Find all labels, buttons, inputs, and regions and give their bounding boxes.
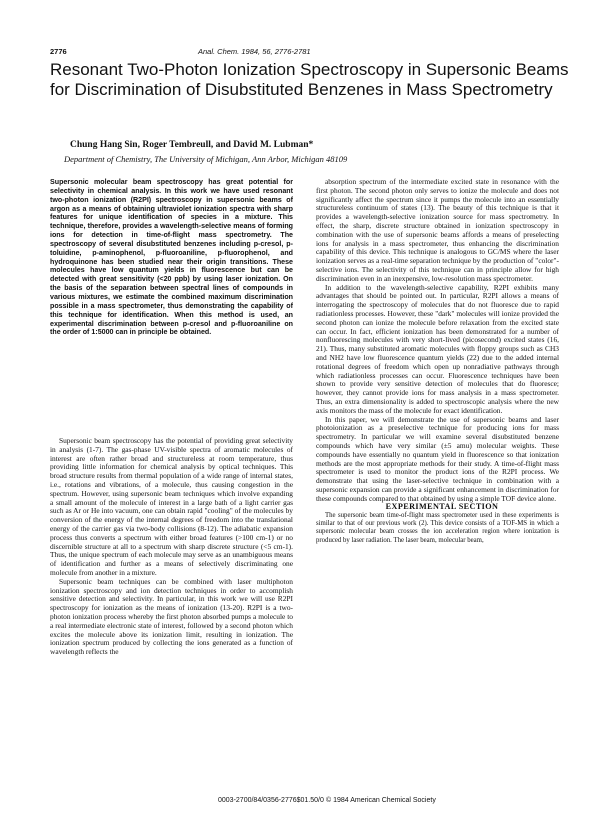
paragraph: absorption spectrum of the intermediate excited state in resonance with the first photon. The second photon only serves to ionize the molecule and does not significantly affect the spectrum since it pumps the molecule into an essentially structureless continuum of states (13). The beauty of this technique is that it provides a wavelength-selective ionization source for mass spectrometry. In effect, the sharp, discrete structure obtained in ionization spectroscopy in combination with the use of supersonic beams affords a means of preselecting ions for analysis in a mass spectrometer, thus enhancing the discrimination capability of this device. This technique is analogous to GC/MS where the laser ionization serves as a real-time separation technique by the production of "color"-selective ions. The selectivity of this technique can in principle allow for high discrimination even in an inexpensive, low-resolution mass spectrometer. [316, 177, 559, 283]
article-code: 0003-2700/84/0356-2776$01.50/0 [218, 797, 324, 804]
affiliation: Department of Chemistry, The University of Michigan, Ann Arbor, Michigan 48109 [64, 154, 348, 164]
paragraph: In this paper, we will demonstrate the use of supersonic beams and laser photoionization as a preselective technique for producing ions for mass spectrometry. In particular we will examine several disubstituted benzene compounds which have very similar (±5 amu) molecular weights. These compounds have essentially no quantum yield in fluorescence so that ionization methods are the most appropriate methods for their study. A time-of-flight mass spectrometer is used to monitor the product ions of the R2PI process. We demonstrate that using the laser-selective technique in combination with a supersonic expansion can provide a significant enhancement in discrimination for these compounds compared to that obtained by using a simple TOF device alone. [316, 414, 559, 503]
paragraph: In addition to the wavelength-selective capability, R2PI exhibits many advantages that should be pointed out. In particular, R2PI allows a means of interrogating the spectroscopy of molecules that do not fluoresce due to rapid radiationless processes. However, these "dark" molecules will ionize provided the second photon can ionize the molecule before relaxation from the excited state can occur. In fact, efficient ionization has been demonstrated for a number of nonfluorescing molecules with very short-lived (picosecond) excited states (16, 21). Thus, many substituted aromatic molecules with floppy groups such as CH3 and NH2 have low fluorescence quantum yields (22) due to the added internal rotational degrees of freedom which open up nonradiative pathways through which radiationless processes can occur. Fluorescence techniques have been shown to provide very sensitive detection of molecules that do fluoresce; however, they cannot provide ions for mass analysis in a mass spectrometer. Thus, an extra dimensionality is added to spectroscopic analysis where the new axis monitors the mass of the molecule for exact identification. [316, 282, 559, 415]
journal-citation: Anal. Chem. 1984, 56, 2776-2781 [198, 47, 311, 56]
section-heading: EXPERIMENTAL SECTION [385, 502, 499, 512]
introduction-left-column [50, 437, 293, 657]
copyright: © 1984 American Chemical Society [326, 797, 436, 804]
authors: Chung Hang Sin, Roger Tembreull, and David M. Lubman* [70, 140, 314, 150]
experimental-text: The supersonic beam time-of-flight mass spectrometer used in these experiments is similar to that of our previous work (2). This device consists of a TOF-MS in which a supersonic molecular beam crosses the ion acceleration region where ionization is produced by laser radiation. The laser beam, molecular beam, [316, 512, 559, 544]
page-number: 2776 [50, 47, 67, 56]
paragraph: Supersonic beam techniques can be combined with laser multiphoton ionization spectroscopy and ion detection techniques in order to accomplish sensitive detection and selectivity. In particular, in this work we will use R2PI spectroscopy for ionization as the means of ionization (13-20). R2PI is a two-photon ionization process whereby the first photon absorbed pumps a molecule to a real intermediate electronic state of interest, followed by a second photon which excites the molecule above its ionization limit, resulting in ionization. The ionization spectrum produced by collecting the ions generated as a function of wavelength reflects the [50, 576, 293, 657]
abstract-text: Supersonic molecular beam spectroscopy has great potential for selectivity in chemical analysis. In this work we have used resonant two-photon ionization (R2PI) spectroscopy in supersonic beams of argon as a means of obtaining ultraviolet ionization spectra with sharp features for unique identification of species in a mixture. This technique, therefore, provides a wavelength-selective means of forming ions for detection in time-of-flight mass spectrometry. The spectroscopy of several disubstituted benzenes including p-cresol, p-toluidine, p-aminophenol, p-fluoroaniline, p-fluorophenol, and hydroquinone has been studied near their origin transitions. These molecules have low quantum yields in fluorescence but can be detected with great sensitivity (<20 ppb) by using laser ionization. On the basis of the separation between spectral lines of compounds in various mixtures, we estimate the combined maximum discrimination possible in a mass spectrometer, thus demonstrating the capability of this technique for identification. When this method is used, an experimental discrimination between p-cresol and p-fluoroaniline on the order of 1:5000 can in principle be obtained. [50, 178, 293, 337]
right-column [316, 178, 559, 545]
article-title: Resonant Two-Photon Ionization Spectroscopy in Supersonic Beams for Discrimination of Disubstituted Benzenes in Mass Spectrometry [50, 60, 569, 99]
abstract [50, 178, 293, 337]
paragraph: Supersonic beam spectroscopy has the potential of providing great selectivity in analysis (1-7). The gas-phase UV-visible spectra of aromatic molecules of interest are often rather broad and structureless at room temperature, thus providing little information for chemical analysis by optical techniques. This broad structure results from thermal population of a wide range of internal states, i.e., rotations and vibrations, of a molecule, thus causing congestion in the spectrum. However, using supersonic beam techniques which involve expanding a small amount of the molecule of interest in a large bath of a light carrier gas such as Ar or He into vacuum, one can obtain rapid "cooling" of the molecules by conversion of the energy of the internal degrees of freedom into the translational energy of the carrier gas via two-body collisions (8-12). The adiabatic expansion process thus converts a spectrum with either broad features (>100 cm-1) or no discernible structure at all to a spectrum with sharp discrete structure (<5 cm-1). Thus, the unique spectrum of each molecule may serve as an unambiguous means of identification and further as a means of selectively discriminating one molecule from another in a mixture. [50, 436, 293, 577]
